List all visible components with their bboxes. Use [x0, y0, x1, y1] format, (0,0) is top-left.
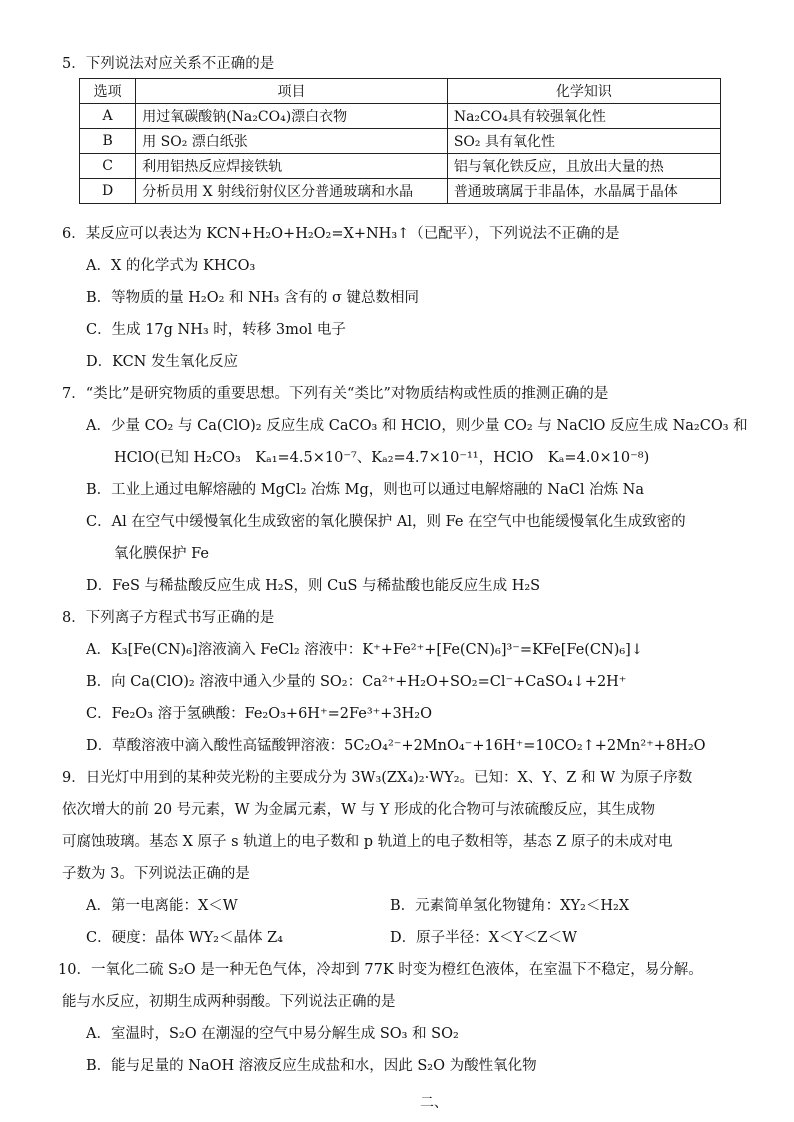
q8-option-d: D．草酸溶液中滴入酸性高锰酸钾溶液：5C₂O₄²⁻+2MnO₄⁻+16H⁺=10CO₂↑+2Mn²⁺+8H₂O — [86, 738, 706, 754]
table-cell: D — [80, 179, 136, 204]
q9-option-b: B．元素简单氢化物键角：XY₂＜H₂X — [390, 898, 630, 914]
table-cell: B — [80, 129, 136, 154]
table-cell: 铝与氧化铁反应，且放出大量的热 — [447, 154, 720, 179]
table-cell: SO₂ 具有氧化性 — [447, 129, 720, 154]
table-cell: 利用铝热反应焊接铁轨 — [136, 154, 448, 179]
q7-option-b: B．工业上通过电解熔融的 MgCl₂ 冶炼 Mg，则也可以通过电解熔融的 NaCl 冶炼 Na — [86, 482, 645, 498]
table-row — [80, 154, 721, 179]
q6-option-d: D．KCN 发生氧化反应 — [86, 354, 238, 370]
table-cell: 用 SO₂ 漂白纸张 — [136, 129, 448, 154]
q9-option-a: A．第一电离能：X＜W — [86, 898, 238, 914]
q10-stem-line1: 10．一氧化二硫 S₂O 是一种无色气体，冷却到 77K 时变为橙红色液体，在室温下不稳定，易分解。 — [58, 962, 703, 978]
q5-table — [79, 78, 721, 204]
q8-stem: 8．下列离子方程式书写正确的是 — [62, 610, 275, 626]
q6-stem: 6．某反应可以表达为 KCN+H₂O+H₂O₂=X+NH₃↑（已配平），下列说法不正确的是 — [62, 226, 620, 242]
table-cell: 普通玻璃属于非晶体，水晶属于晶体 — [447, 179, 720, 204]
q8-option-b: B．向 Ca(ClO)₂ 溶液中通入少量的 SO₂：Ca²⁺+H₂O+SO₂=Cl⁻+CaSO₄↓+2H⁺ — [86, 674, 627, 690]
q5-stem: 5．下列说法对应关系不正确的是 — [62, 56, 275, 72]
table-row — [80, 104, 721, 129]
q7-option-a-line1: A．少量 CO₂ 与 Ca(ClO)₂ 反应生成 CaCO₃ 和 HClO，则少量 CO₂ 与 NaClO 反应生成 Na₂CO₃ 和 — [86, 418, 748, 434]
q9-stem-line1: 9．日光灯中用到的某种荧光粉的主要成分为 3W₃(ZX₄)₂·WY₂。已知：X、Y、Z 和 W 为原子序数 — [62, 770, 693, 786]
q10-option-b: B．能与足量的 NaOH 溶液反应生成盐和水，因此 S₂O 为酸性氧化物 — [86, 1058, 537, 1074]
table-cell: 分析员用 X 射线衍射仪区分普通玻璃和水晶 — [136, 179, 448, 204]
q9-option-c: C．硬度：晶体 WY₂＜晶体 Z₄ — [86, 930, 283, 946]
table-cell: C — [80, 154, 136, 179]
table-header-row — [80, 79, 721, 104]
table-cell: A — [80, 104, 136, 129]
q6-option-b: B．等物质的量 H₂O₂ 和 NH₃ 含有的 σ 键总数相同 — [86, 290, 420, 306]
q6-option-c: C．生成 17g NH₃ 时，转移 3mol 电子 — [86, 322, 346, 338]
table-header-knowledge: 化学知识 — [447, 79, 720, 104]
q8-option-a: A．K₃[Fe(CN)₆]溶液滴入 FeCl₂ 溶液中：K⁺+Fe²⁺+[Fe(CN)₆]³⁻=KFe[Fe(CN)₆]↓ — [86, 642, 643, 658]
q7-option-d: D．FeS 与稀盐酸反应生成 H₂S，则 CuS 与稀盐酸也能反应生成 H₂S — [86, 578, 541, 594]
table-row — [80, 129, 721, 154]
q6-option-a: A．X 的化学式为 KHCO₃ — [86, 258, 256, 274]
q9-stem-line4: 子数为 3。下列说法正确的是 — [62, 866, 250, 882]
q9-stem-line2: 依次增大的前 20 号元素，W 为金属元素，W 与 Y 形成的化合物可与浓硫酸反应，其生成物 — [62, 802, 655, 818]
table-header-item: 项目 — [136, 79, 448, 104]
q9-stem-line3: 可腐蚀玻璃。基态 X 原子 s 轨道上的电子数和 p 轨道上的电子数相等，基态 Z 原子的未成对电 — [62, 834, 673, 850]
page-number: 二、 — [420, 1095, 448, 1111]
q7-option-c-line1: C．Al 在空气中缓慢氧化生成致密的氧化膜保护 Al，则 Fe 在空气中也能缓慢氧化生成致密的 — [86, 514, 686, 530]
table-cell: 用过氧碳酸钠(Na₂CO₄)漂白衣物 — [136, 104, 448, 129]
q7-option-c-line2: 氧化膜保护 Fe — [114, 546, 209, 562]
q9-option-d: D．原子半径：X＜Y＜Z＜W — [390, 930, 577, 946]
q7-option-a-line2: HClO(已知 H₂CO₃ Kₐ₁=4.5×10⁻⁷、Kₐ₂=4.7×10⁻¹¹，HClO Kₐ=4.0×10⁻⁸) — [114, 450, 650, 466]
table-header-option: 选项 — [80, 79, 136, 104]
table-cell: Na₂CO₄具有较强氧化性 — [447, 104, 720, 129]
q10-stem-line2: 能与水反应，初期生成两种弱酸。下列说法正确的是 — [62, 994, 396, 1010]
table-row — [80, 179, 721, 204]
q10-option-a: A．室温时，S₂O 在潮湿的空气中易分解生成 SO₃ 和 SO₂ — [86, 1026, 459, 1042]
q8-option-c: C．Fe₂O₃ 溶于氢碘酸：Fe₂O₃+6H⁺=2Fe³⁺+3H₂O — [86, 706, 433, 722]
q7-stem: 7．“类比”是研究物质的重要思想。下列有关“类比”对物质结构或性质的推测正确的是 — [62, 386, 609, 402]
